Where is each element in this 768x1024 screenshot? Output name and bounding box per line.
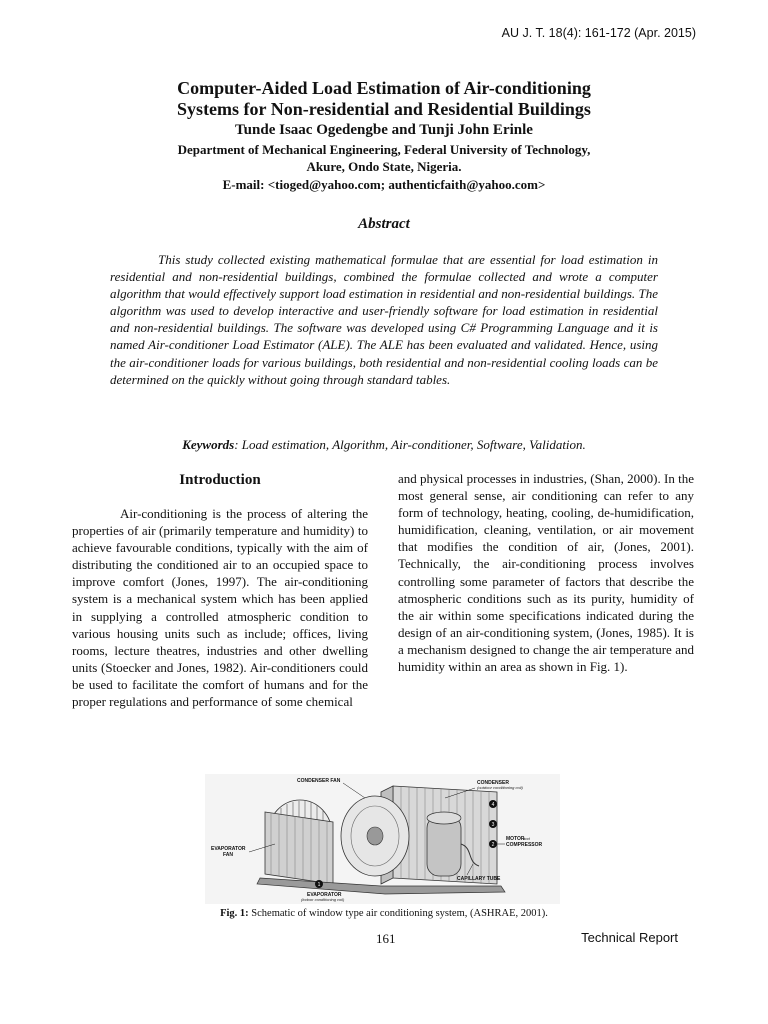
keywords-text: : Load estimation, Algorithm, Air-conditioner, Software, Validation. <box>234 437 586 452</box>
title-line-1: Computer-Aided Load Estimation of Air-conditioning <box>177 78 591 98</box>
air-conditioner-schematic <box>205 774 560 904</box>
label-condenser: CONDENSER <box>477 780 509 786</box>
marker-2: 2 <box>491 842 495 848</box>
intro-right-column: and physical processes in industries, (Shan, 2000). In the most general sense, air conditioning can refer to any form of technology, heating, cooling, de-humidification, humidification, cleaning, ventilation, or air movement that modifies the condition of air, (Jones, 2001). Technically, the air-conditioning process involves controlling some parameter of factors that describe the atmospheric conditions such as its purity, humidity of the air within some specifications indicated during the design of an air-conditioning system, (Jones, 1985). It is a mechanism designed to change the air temperature and humidity within an area as shown in Fig. 1). <box>398 471 694 675</box>
figure-caption <box>60 908 708 919</box>
label-and: and <box>523 836 530 841</box>
citation-link[interactable]: (Jones, 1997) <box>171 574 247 590</box>
journal-reference: AU J. T. 18(4): 161-172 (Apr. 2015) <box>501 26 696 40</box>
label-compressor: COMPRESSOR <box>506 842 543 848</box>
label-condenser-fan: CONDENSER FAN <box>297 778 341 784</box>
keywords-label: Keywords <box>182 437 235 452</box>
affiliation-line-1: Department of Mechanical Engineering, Federal University of Technology, <box>177 142 591 157</box>
label-evaporator-sub: (indoor conditioning coil) <box>301 897 345 902</box>
label-evaporator-fan-2: FAN <box>223 852 233 858</box>
figure-caption-text: Schematic of window type air conditioning system, (ASHRAE, 2001). <box>248 908 548 919</box>
page-number: 161 <box>376 931 396 946</box>
abstract-body: This study collected existing mathematical formulae that are essential for load estimation in residential and non-residential buildings, combined the formulae collected and wrote a computer algorithm that would effectively support load estimation in residential and non-residential buildings. The algorithm was used to develop interactive and user-friendly software for load estimation in residential and non-residential buildings. The software was developed using C# Programming Language and it is named Air-conditioner Load Estimator (ALE). The ALE has been evaluated and validated. Hence, using the air-conditioner loads for various buildings, both residential and non-residential cooling loads can be determined on the quickly without going through standard tables. <box>110 252 658 387</box>
abstract-heading: Abstract <box>358 216 410 232</box>
figure-1 <box>205 774 560 904</box>
label-evaporator-fan-1: EVAPORATOR <box>211 846 246 852</box>
marker-4: 4 <box>491 802 495 808</box>
affiliation <box>60 141 708 175</box>
label-capillary-tube: CAPILLARY TUBE <box>457 876 501 882</box>
intro-left-column <box>72 505 368 710</box>
keywords <box>110 437 658 453</box>
condenser-fan <box>341 796 409 876</box>
intro-left-text-2: . The air-conditioning system is a mechanical system which has been applied in supplying a controlled atmospheric condition to various housing units such as include; offices, living rooms, lecture theatres, industries and other dwelling units (Stoecker and Jones, 1982). Air-conditioners could be used to facilitate the comfort of humans and for the proper regulations and performance of some chemical <box>72 574 368 710</box>
marker-3: 3 <box>491 822 495 828</box>
affiliation-line-2: Akure, Ondo State, Nigeria. <box>306 159 462 174</box>
figure-caption-label: Fig. 1: <box>220 908 249 919</box>
label-evaporator: EVAPORATOR <box>307 892 342 898</box>
paper-title <box>60 78 708 120</box>
introduction-heading: Introduction <box>179 472 261 488</box>
intro-left-text-1: Air-conditioning is the process of altering the properties of air (primarily temperature and humidity) to achieve favourable conditions, typically with the aim of distributing the conditioned air to an occupied space to improve comfort <box>72 506 368 590</box>
label-motor: MOTOR <box>506 836 525 842</box>
author-email: E-mail: <tioged@yahoo.com; authenticfaith@yahoo.com> <box>222 177 546 192</box>
authors: Tunde Isaac Ogedengbe and Tunji John Erinle <box>235 122 533 138</box>
title-line-2: Systems for Non-residential and Residential Buildings <box>177 99 591 119</box>
section-label: Technical Report <box>581 930 678 945</box>
evaporator-coil <box>265 812 333 884</box>
label-condenser-sub: (outdoor conditioning coil) <box>477 785 523 790</box>
marker-1: 1 <box>317 882 321 888</box>
